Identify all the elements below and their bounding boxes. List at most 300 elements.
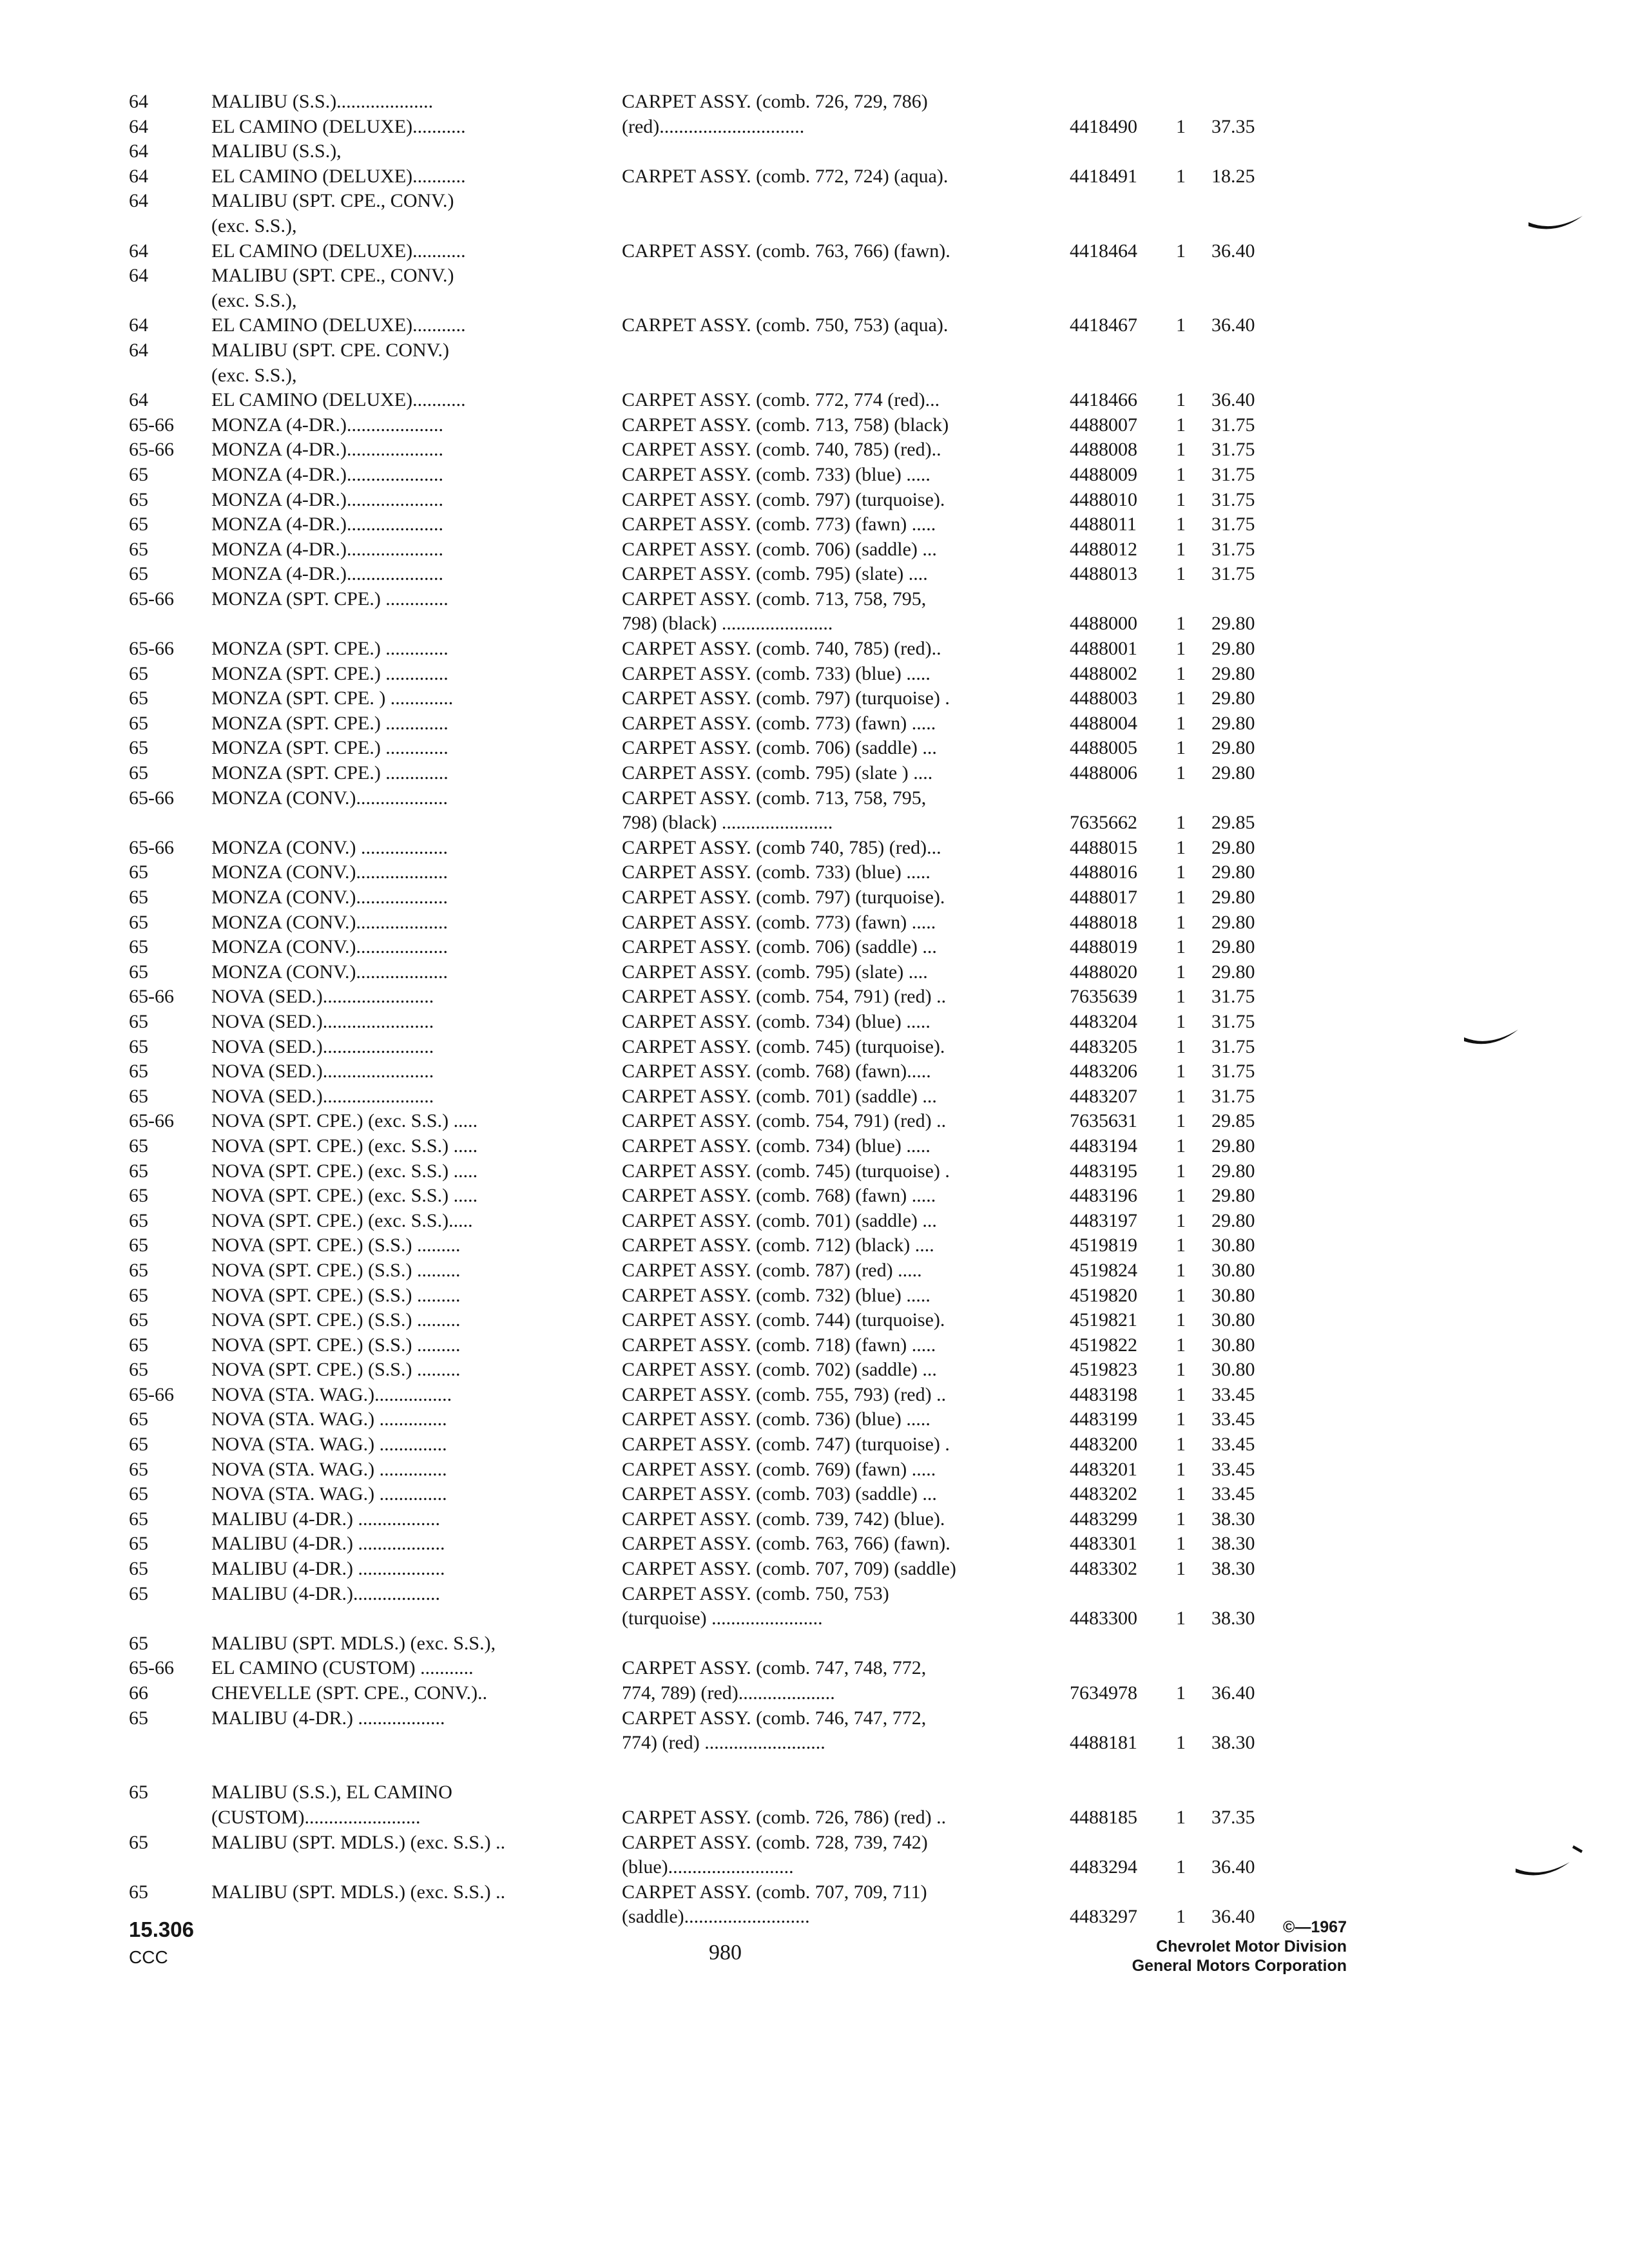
description: CARPET ASSY. (comb. 755, 793) (red) .. — [622, 1383, 947, 1405]
binder-mark-3 — [1514, 1856, 1572, 1881]
year: 64 — [129, 314, 148, 336]
price: 36.40 — [1211, 1856, 1255, 1878]
price: 33.45 — [1211, 1383, 1255, 1405]
part-number: 4483198 — [1070, 1383, 1137, 1405]
quantity: 1 — [1176, 836, 1186, 858]
list-item — [129, 1333, 1366, 1358]
price: 29.80 — [1211, 861, 1255, 883]
part-number: 4519821 — [1070, 1309, 1137, 1331]
model: NOVA (SED.)....................... — [211, 1010, 434, 1032]
year: 65 — [129, 1434, 148, 1456]
quantity: 1 — [1176, 240, 1186, 262]
price: 30.80 — [1211, 1259, 1255, 1281]
price: 31.75 — [1211, 1035, 1255, 1057]
year: 64 — [129, 190, 148, 212]
list-item — [129, 736, 1366, 761]
list-item — [129, 1681, 1366, 1706]
quantity: 1 — [1176, 1533, 1186, 1555]
quantity: 1 — [1176, 538, 1186, 560]
quantity: 1 — [1176, 936, 1186, 958]
list-item — [129, 885, 1366, 910]
description: (saddle).......................... — [622, 1906, 810, 1928]
model: NOVA (STA. WAG.)................ — [211, 1383, 452, 1405]
quantity: 1 — [1176, 861, 1186, 883]
price: 31.75 — [1211, 1061, 1255, 1082]
quantity: 1 — [1176, 1185, 1186, 1207]
part-number: 4488004 — [1070, 712, 1137, 734]
part-number: 4488019 — [1070, 936, 1137, 958]
quantity: 1 — [1176, 1334, 1186, 1356]
year: 64 — [129, 165, 148, 187]
description: CARPET ASSY. (comb. 706) (saddle) ... — [622, 737, 937, 759]
price: 36.40 — [1211, 240, 1255, 262]
year: 65 — [129, 1235, 148, 1256]
description: CARPET ASSY. (comb. 750, 753) — [622, 1582, 889, 1604]
year: 65 — [129, 1035, 148, 1057]
list-item — [129, 786, 1366, 811]
model: NOVA (SPT. CPE.) (S.S.) ......... — [211, 1309, 461, 1331]
quantity: 1 — [1176, 1383, 1186, 1405]
publisher-credit — [1031, 1917, 1347, 1975]
part-number: 4483196 — [1070, 1185, 1137, 1207]
description: CARPET ASSY. (comb. 732) (blue) ..... — [622, 1284, 930, 1306]
model: EL CAMINO (DELUXE)........... — [211, 389, 466, 411]
quantity: 1 — [1176, 812, 1186, 834]
quantity: 1 — [1176, 1259, 1186, 1281]
quantity: 1 — [1176, 1806, 1186, 1828]
price: 29.80 — [1211, 1135, 1255, 1157]
price: 33.45 — [1211, 1408, 1255, 1430]
list-item — [129, 1706, 1366, 1731]
model: NOVA (SPT. CPE.) (S.S.) ......... — [211, 1284, 461, 1306]
model: (exc. S.S.), — [211, 289, 297, 311]
year: 65-66 — [129, 1383, 174, 1405]
year: 65 — [129, 1782, 148, 1803]
list-item — [129, 811, 1366, 836]
year: 65 — [129, 1632, 148, 1654]
part-number: 4418490 — [1070, 115, 1137, 137]
part-number: 4483294 — [1070, 1856, 1137, 1878]
description: CARPET ASSY. (comb. 707, 709, 711) — [622, 1881, 927, 1903]
model: MONZA (CONV.) .................. — [211, 836, 448, 858]
description: CARPET ASSY. (comb. 747, 748, 772, — [622, 1657, 927, 1679]
list-item — [129, 313, 1366, 338]
part-number: 4488003 — [1070, 687, 1137, 709]
list-item — [129, 1283, 1366, 1309]
model: MONZA (4-DR.).................... — [211, 463, 443, 485]
quantity: 1 — [1176, 961, 1186, 983]
quantity: 1 — [1176, 1558, 1186, 1580]
year: 64 — [129, 240, 148, 262]
year: 65 — [129, 1334, 148, 1356]
list-item — [129, 662, 1366, 687]
list-item — [129, 1432, 1366, 1457]
price: 18.25 — [1211, 165, 1255, 187]
list-item — [129, 711, 1366, 736]
year: 65 — [129, 762, 148, 784]
model: (exc. S.S.), — [211, 215, 297, 236]
quantity: 1 — [1176, 762, 1186, 784]
model: MONZA (SPT. CPE.) ............. — [211, 737, 448, 759]
model: MONZA (SPT. CPE.) ............. — [211, 762, 448, 784]
price: 36.40 — [1211, 314, 1255, 336]
part-number: 4519823 — [1070, 1359, 1137, 1381]
model: CHEVELLE (SPT. CPE., CONV.).. — [211, 1682, 488, 1704]
model: NOVA (SPT. CPE.) (S.S.) ......... — [211, 1259, 461, 1281]
description: CARPET ASSY. (comb. 733) (blue) ..... — [622, 463, 930, 485]
part-number: 4488016 — [1070, 861, 1137, 883]
price: 29.85 — [1211, 1110, 1255, 1132]
year: 65-66 — [129, 439, 174, 461]
year: 65 — [129, 563, 148, 585]
year: 65-66 — [129, 836, 174, 858]
description: CARPET ASSY. (comb. 736) (blue) ..... — [622, 1408, 930, 1430]
quantity: 1 — [1176, 389, 1186, 411]
quantity: 1 — [1176, 1682, 1186, 1704]
model: MONZA (SPT. CPE. ) ............. — [211, 687, 454, 709]
model: MONZA (CONV.)................... — [211, 911, 448, 933]
part-number: 4483197 — [1070, 1209, 1137, 1231]
year: 65 — [129, 1533, 148, 1555]
year: 65 — [129, 1160, 148, 1182]
part-number: 4488018 — [1070, 911, 1137, 933]
description: CARPET ASSY. (comb. 707, 709) (saddle) — [622, 1558, 956, 1580]
model: NOVA (SED.)....................... — [211, 1035, 434, 1057]
model: MONZA (4-DR.).................... — [211, 563, 443, 585]
list-item — [129, 1407, 1366, 1432]
binder-mark-4 — [1572, 1843, 1585, 1856]
list-item — [129, 338, 1366, 363]
description: CARPET ASSY. (comb. 712) (black) .... — [622, 1235, 934, 1256]
year: 65 — [129, 1061, 148, 1082]
model: NOVA (SPT. CPE.) (S.S.) ......... — [211, 1359, 461, 1381]
part-number: 7634978 — [1070, 1682, 1137, 1704]
part-number: 4488006 — [1070, 762, 1137, 784]
year: 65 — [129, 961, 148, 983]
year: 65 — [129, 1582, 148, 1604]
list-item — [129, 1059, 1366, 1084]
description: CARPET ASSY. (comb. 703) (saddle) ... — [622, 1483, 937, 1505]
quantity: 1 — [1176, 887, 1186, 908]
year: 65 — [129, 488, 148, 510]
description: CARPET ASSY. (comb. 733) (blue) ..... — [622, 861, 930, 883]
price: 29.80 — [1211, 712, 1255, 734]
list-item — [129, 1855, 1366, 1880]
quantity: 1 — [1176, 1061, 1186, 1082]
price: 38.30 — [1211, 1508, 1255, 1530]
model: EL CAMINO (DELUXE)........... — [211, 115, 466, 137]
part-number: 4488001 — [1070, 638, 1137, 660]
model: NOVA (SPT. CPE.) (S.S.) ......... — [211, 1235, 461, 1256]
description: CARPET ASSY. (comb. 745) (turquoise). — [622, 1035, 945, 1057]
year: 65 — [129, 1483, 148, 1505]
part-number: 4488009 — [1070, 463, 1137, 485]
quantity: 1 — [1176, 439, 1186, 461]
year: 65-66 — [129, 638, 174, 660]
quantity: 1 — [1176, 1434, 1186, 1456]
document-code: CCC — [129, 1947, 168, 1967]
price: 31.75 — [1211, 538, 1255, 560]
list-item — [129, 985, 1366, 1010]
year: 65-66 — [129, 588, 174, 610]
price: 30.80 — [1211, 1284, 1255, 1306]
price: 29.80 — [1211, 836, 1255, 858]
price: 31.75 — [1211, 1010, 1255, 1032]
description: CARPET ASSY. (comb. 733) (blue) ..... — [622, 662, 930, 684]
description: CARPET ASSY. (comb. 768) (fawn)..... — [622, 1061, 931, 1082]
year: 64 — [129, 140, 148, 162]
model: MONZA (CONV.)................... — [211, 936, 448, 958]
model: NOVA (STA. WAG.) .............. — [211, 1434, 447, 1456]
list-item — [129, 587, 1366, 612]
year: 65 — [129, 1359, 148, 1381]
description: CARPET ASSY. (comb. 726, 786) (red) .. — [622, 1806, 947, 1828]
part-number: 4488010 — [1070, 488, 1137, 510]
list-item — [129, 1258, 1366, 1283]
year: 65 — [129, 887, 148, 908]
part-number: 4418466 — [1070, 389, 1137, 411]
part-number: 4483201 — [1070, 1458, 1137, 1480]
price: 29.80 — [1211, 613, 1255, 635]
price: 30.80 — [1211, 1334, 1255, 1356]
list-item — [129, 1035, 1366, 1060]
model: MONZA (4-DR.).................... — [211, 439, 443, 461]
quantity: 1 — [1176, 1284, 1186, 1306]
part-number: 4418464 — [1070, 240, 1137, 262]
list-item — [129, 115, 1366, 140]
part-number: 4483297 — [1070, 1906, 1137, 1928]
price: 36.40 — [1211, 1682, 1255, 1704]
description: CARPET ASSY. (comb. 795) (slate) .... — [622, 563, 928, 585]
description: CARPET ASSY. (comb. 769) (fawn) ..... — [622, 1458, 936, 1480]
year: 65 — [129, 662, 148, 684]
model: NOVA (SPT. CPE.) (exc. S.S.) ..... — [211, 1110, 478, 1132]
description: CARPET ASSY. (comb. 745) (turquoise) . — [622, 1160, 950, 1182]
list-item — [129, 935, 1366, 960]
model: EL CAMINO (CUSTOM) ........... — [211, 1657, 474, 1679]
model: NOVA (SED.)....................... — [211, 986, 434, 1008]
model: NOVA (STA. WAG.) .............. — [211, 1483, 447, 1505]
list-item — [129, 239, 1366, 264]
list-item — [129, 164, 1366, 189]
year: 66 — [129, 1682, 148, 1704]
description: CARPET ASSY. (comb. 797) (turquoise). — [622, 887, 945, 908]
quantity: 1 — [1176, 314, 1186, 336]
description: CARPET ASSY. (comb. 701) (saddle) ... — [622, 1209, 937, 1231]
list-item — [129, 1209, 1366, 1234]
part-number: 4483300 — [1070, 1608, 1137, 1629]
quantity: 1 — [1176, 737, 1186, 759]
year: 65 — [129, 1259, 148, 1281]
description: CARPET ASSY. (comb. 706) (saddle) ... — [622, 538, 937, 560]
year: 64 — [129, 91, 148, 112]
price: 29.80 — [1211, 1185, 1255, 1207]
list-item — [129, 1084, 1366, 1110]
description: CARPET ASSY. (comb 740, 785) (red)... — [622, 836, 941, 858]
price: 29.80 — [1211, 687, 1255, 709]
description: CARPET ASSY. (comb. 773) (fawn) ..... — [622, 514, 936, 535]
model: MONZA (CONV.)................... — [211, 887, 448, 908]
year: 65 — [129, 1881, 148, 1903]
list-item — [129, 1507, 1366, 1532]
year: 65 — [129, 911, 148, 933]
model: MALIBU (S.S.).................... — [211, 91, 434, 112]
quantity: 1 — [1176, 463, 1186, 485]
model: NOVA (SPT. CPE.) (exc. S.S.) ..... — [211, 1135, 478, 1157]
quantity: 1 — [1176, 514, 1186, 535]
model: MALIBU (4-DR.) .................. — [211, 1558, 445, 1580]
year: 65 — [129, 861, 148, 883]
model: NOVA (SED.)....................... — [211, 1085, 434, 1107]
description: CARPET ASSY. (comb. 795) (slate) .... — [622, 961, 928, 983]
year: 65-66 — [129, 1657, 174, 1679]
price: 31.75 — [1211, 514, 1255, 535]
description: CARPET ASSY. (comb. 734) (blue) ..... — [622, 1010, 930, 1032]
model: MALIBU (S.S.), — [211, 140, 342, 162]
quantity: 1 — [1176, 1483, 1186, 1505]
part-number: 4483200 — [1070, 1434, 1137, 1456]
model: MONZA (CONV.)................... — [211, 861, 448, 883]
description: CARPET ASSY. (comb. 728, 739, 742) — [622, 1831, 928, 1853]
description: CARPET ASSY. (comb. 713, 758, 795, — [622, 787, 927, 809]
list-item — [129, 1756, 1366, 1781]
description: (turquoise) ....................... — [622, 1608, 823, 1629]
part-number: 4483199 — [1070, 1408, 1137, 1430]
quantity: 1 — [1176, 613, 1186, 635]
price: 38.30 — [1211, 1533, 1255, 1555]
year: 65 — [129, 1209, 148, 1231]
quantity: 1 — [1176, 165, 1186, 187]
quantity: 1 — [1176, 1235, 1186, 1256]
list-item — [129, 1631, 1366, 1657]
quantity: 1 — [1176, 712, 1186, 734]
price: 29.80 — [1211, 737, 1255, 759]
page-number: 980 — [709, 1941, 742, 1965]
description: CARPET ASSY. (comb. 734) (blue) ..... — [622, 1135, 930, 1157]
description: CARPET ASSY. (comb. 706) (saddle) ... — [622, 936, 937, 958]
year: 65 — [129, 1010, 148, 1032]
binder-mark-2 — [1463, 1024, 1521, 1050]
price: 30.80 — [1211, 1359, 1255, 1381]
part-number: 4488011 — [1070, 514, 1137, 535]
price: 29.80 — [1211, 662, 1255, 684]
list-item — [129, 910, 1366, 936]
description: CARPET ASSY. (comb. 763, 766) (fawn). — [622, 1533, 950, 1555]
year: 65 — [129, 1458, 148, 1480]
model: MALIBU (4-DR.) .................. — [211, 1707, 445, 1729]
list-item — [129, 1358, 1366, 1383]
part-number: 4483302 — [1070, 1558, 1137, 1580]
list-item — [129, 960, 1366, 985]
quantity: 1 — [1176, 1408, 1186, 1430]
quantity: 1 — [1176, 1508, 1186, 1530]
model: NOVA (STA. WAG.) .............. — [211, 1408, 447, 1430]
list-item — [129, 1109, 1366, 1134]
quantity: 1 — [1176, 115, 1186, 137]
year: 65 — [129, 712, 148, 734]
description: CARPET ASSY. (comb. 702) (saddle) ... — [622, 1359, 937, 1381]
description: CARPET ASSY. (comb. 768) (fawn) ..... — [622, 1185, 936, 1207]
model: MONZA (CONV.)................... — [211, 961, 448, 983]
list-item — [129, 562, 1366, 587]
binder-mark-1 — [1527, 209, 1585, 235]
quantity: 1 — [1176, 1160, 1186, 1182]
part-number: 4483301 — [1070, 1533, 1137, 1555]
list-item — [129, 611, 1366, 637]
list-item — [129, 637, 1366, 662]
part-number: 4488020 — [1070, 961, 1137, 983]
part-number: 4519824 — [1070, 1259, 1137, 1281]
model: MONZA (4-DR.).................... — [211, 538, 443, 560]
list-item — [129, 189, 1366, 214]
list-item — [129, 413, 1366, 438]
price: 29.80 — [1211, 887, 1255, 908]
year: 65 — [129, 538, 148, 560]
list-item — [129, 363, 1366, 389]
model: MALIBU (4-DR.).................. — [211, 1582, 440, 1604]
model: MONZA (4-DR.).................... — [211, 514, 443, 535]
year: 64 — [129, 115, 148, 137]
model: MONZA (4-DR.).................... — [211, 488, 443, 510]
year: 65 — [129, 1135, 148, 1157]
part-number: 4418467 — [1070, 314, 1137, 336]
description: 798) (black) ....................... — [622, 613, 833, 635]
part-number: 4483299 — [1070, 1508, 1137, 1530]
quantity: 1 — [1176, 1309, 1186, 1331]
model: (CUSTOM)........................ — [211, 1806, 421, 1828]
quantity: 1 — [1176, 1856, 1186, 1878]
year: 65 — [129, 1408, 148, 1430]
part-number: 4519820 — [1070, 1284, 1137, 1306]
description: CARPET ASSY. (comb. 750, 753) (aqua). — [622, 314, 949, 336]
price: 38.30 — [1211, 1608, 1255, 1629]
part-number: 4519819 — [1070, 1235, 1137, 1256]
price: 30.80 — [1211, 1235, 1255, 1256]
description: CARPET ASSY. (comb. 797) (turquoise). — [622, 488, 945, 510]
year: 65 — [129, 1831, 148, 1853]
corporation-line: General Motors Corporation — [1132, 1957, 1347, 1975]
part-number: 4488008 — [1070, 439, 1137, 461]
quantity: 1 — [1176, 662, 1186, 684]
price: 29.80 — [1211, 762, 1255, 784]
list-item — [129, 1656, 1366, 1681]
description: CARPET ASSY. (comb. 772, 774 (red)... — [622, 389, 940, 411]
model: MONZA (SPT. CPE.) ............. — [211, 588, 448, 610]
year: 65-66 — [129, 787, 174, 809]
list-item — [129, 1010, 1366, 1035]
model: EL CAMINO (DELUXE)........... — [211, 314, 466, 336]
list-item — [129, 1805, 1366, 1831]
quantity: 1 — [1176, 1135, 1186, 1157]
list-item — [129, 1780, 1366, 1805]
description: 798) (black) ....................... — [622, 812, 833, 834]
description: (red).............................. — [622, 115, 805, 137]
list-item — [129, 139, 1366, 164]
model: MALIBU (4-DR.) .................. — [211, 1533, 445, 1555]
parts-list — [129, 90, 1366, 1930]
quantity: 1 — [1176, 414, 1186, 436]
list-item — [129, 1482, 1366, 1507]
list-item — [129, 264, 1366, 289]
quantity: 1 — [1176, 911, 1186, 933]
copyright-line: ©—1967 — [1282, 1918, 1347, 1936]
description: CARPET ASSY. (comb. 747) (turquoise) . — [622, 1434, 950, 1456]
model: NOVA (STA. WAG.) .............. — [211, 1458, 447, 1480]
list-item — [129, 860, 1366, 885]
price: 33.45 — [1211, 1434, 1255, 1456]
part-number: 7635662 — [1070, 812, 1137, 834]
quantity: 1 — [1176, 488, 1186, 510]
